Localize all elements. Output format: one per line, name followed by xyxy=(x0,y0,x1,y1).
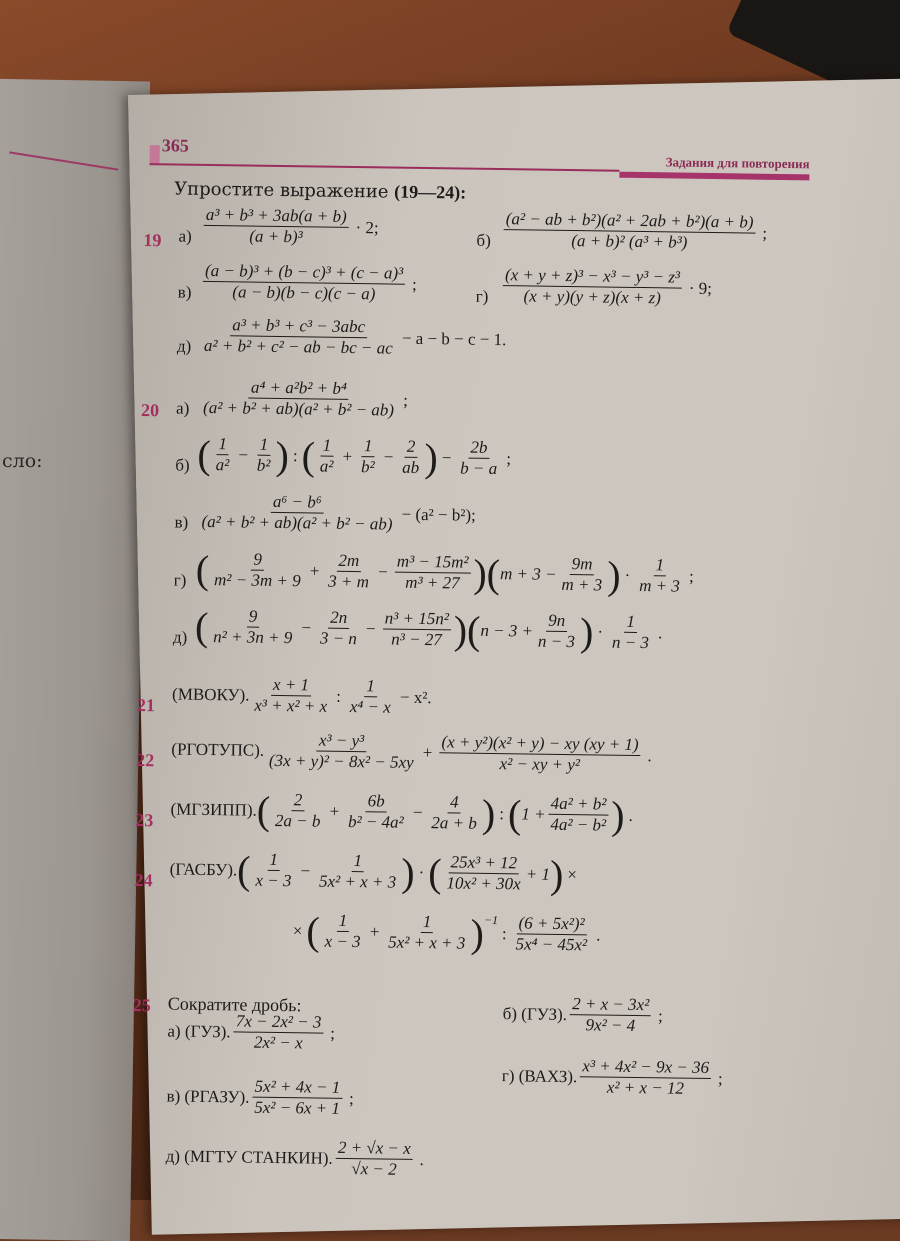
part-label: г) xyxy=(173,570,187,590)
expression: $\frac{\text{(x + y + z)³ − x³ − y³ − z³}}{(x + y)(y + z)(x + z)}$ · 9; xyxy=(500,265,717,309)
expression: б) (ГУЗ). $\frac{\text{2 + x − 3x²}}{\text{9x² − 4}}$ ; xyxy=(502,994,663,1036)
expression: (МГЗИПП). ( $\frac{2}{2a - b}$ + $\frac{6b}{\text{b² − 4a²}}$ − $\frac{4}{2a + b}$ ) : ( 1 + $\frac{\text{4a² + b²}}{\text{4a² − b²}}$ ) . xyxy=(170,787,633,838)
expression: $\frac{\text{a³ + b³ + 3ab(a + b)}}{\text{(a + b)³}}$ · 2; xyxy=(200,205,383,249)
page-header xyxy=(150,135,810,174)
expression: (МВОКУ). $\frac{x + 1}{\text{x³ + x² + x}}$ : $\frac{1}{\text{x⁴ − x}}$ − x². xyxy=(172,674,432,717)
part-label: д) xyxy=(172,627,188,647)
expression: $\frac{\text{a³ + b³ + c³ − 3abc}}{\text{a² + b² + c² − ab − bc − ac}}$ − a − b − c − 1. xyxy=(203,315,507,358)
expression: ( $\frac{9}{\text{m² − 3m + 9}}$ + $\frac{2m}{3 + m}$ − $\frac{\text{m³ − 15m²}}{\text{m³ + 27}}$ )( m + 3 − $\frac{9m}{m + 3}$ ) · $\frac{1}{m + 3}$ ; xyxy=(195,546,694,598)
expression: г) (ВАХЗ). $\frac{\text{x³ + 4x² − 9x − 36}}{\text{x² + x − 12}}$ ; xyxy=(501,1056,723,1098)
expression: (ГАСБУ). ( $\frac{1}{x - 3}$ − $\frac{1}{\text{5x² + x + 3}}$ ) · ( $\frac{\text{25x³ + 12}}{\text{10x² + 30x}}$ + 1 ) × xyxy=(169,846,578,897)
expression: $\frac{\text{(a² − ab + b²)(a² + 2ab + b²)(a + b)}}{\text{(a + b)² (a³ + b³)}}$ ; xyxy=(500,209,771,254)
problem-number: 19 xyxy=(143,230,162,251)
section-title: Задания для повторения xyxy=(665,154,810,172)
part-label: в) xyxy=(174,512,189,532)
problem-number: 24 xyxy=(134,869,153,891)
part-label: д) xyxy=(176,336,192,356)
part-label: б) xyxy=(175,455,190,475)
expression: $\frac{\text{a⁶ − b⁶}}{\text{(a² + b² + ab)(a² + b² − ab)}}$ − (a² − b²); xyxy=(201,491,476,534)
expression: $\frac{\text{a⁴ + a²b² + b⁴}}{\text{(a² + b² + ab)(a² + b² − ab)}}$ ; xyxy=(203,377,409,420)
expression: в) (РГАЗУ). $\frac{\text{5x² + 4x − 1}}{\text{5x² − 6x + 1}}$ ; xyxy=(166,1076,354,1118)
problem-number: 23 xyxy=(135,810,154,831)
part-label: г) xyxy=(475,286,489,306)
left-page-fragment: сло: xyxy=(2,450,43,472)
page-content xyxy=(125,130,840,1210)
problem-number: 25 xyxy=(132,994,151,1016)
expression: × ( $\frac{1}{x - 3}$ + $\frac{1}{\text{5x² + x + 3}}$ ) $^{-1}$ : $\frac{\text{(6 + 5x²)²}}{\text{5x⁴ − 45x²}}$ . xyxy=(292,907,601,956)
expression: (РГОТУПС). $\frac{\text{x³ − y³}}{\text{(3x + y)² − 8x² − 5xy}}$ + $\frac{\text{(x + y²)(x² + y) − xy (xy + 1)}}{\text{x² − xy + y²}}$ . xyxy=(171,730,652,775)
expression: $\frac{\text{(a − b)³ + (b − c)³ + (c − a)³}}{(a - b)(b - c)(c - a)}$ ; xyxy=(200,261,422,305)
expression: ( $\frac{9}{\text{n² + 3n + 9}}$ − $\frac{2n}{3 - n}$ − $\frac{\text{n³ + 15n²}}{\text{n³ − 27}}$ )( n − 3 + $\frac{9n}{n - 3}$ ) · $\frac{1}{n - 3}$ . xyxy=(194,603,663,654)
expression: д) (МГТУ СТАНКИН). $\frac{2 + √x - x}{√x - 2}$ . xyxy=(165,1137,424,1179)
expression: а) (ГУЗ). $\frac{\text{7x − 2x² − 3}}{\text{2x² − x}}$ ; xyxy=(167,1011,336,1053)
problem-title: Сократите дробь: xyxy=(167,993,302,1016)
problem-number: 21 xyxy=(136,695,156,716)
problem-number: 20 xyxy=(140,400,160,421)
part-label: б) xyxy=(476,230,491,250)
instruction: Упростите выражение (19—24): xyxy=(174,178,467,203)
part-label: в) xyxy=(177,282,192,302)
expression: ( $\frac{1}{\text{a²}}$ − $\frac{1}{\text{b²}}$ ) : ( $\frac{1}{\text{a²}}$ + $\frac{1}{\text{b²}}$ − $\frac{2}{ab}$ ) − $\frac{2b}{b - a}$ ; xyxy=(197,431,512,480)
problem-number: 22 xyxy=(136,750,155,771)
part-label: а) xyxy=(175,398,190,418)
page-number: 365 xyxy=(161,135,189,156)
part-label: а) xyxy=(178,226,192,246)
